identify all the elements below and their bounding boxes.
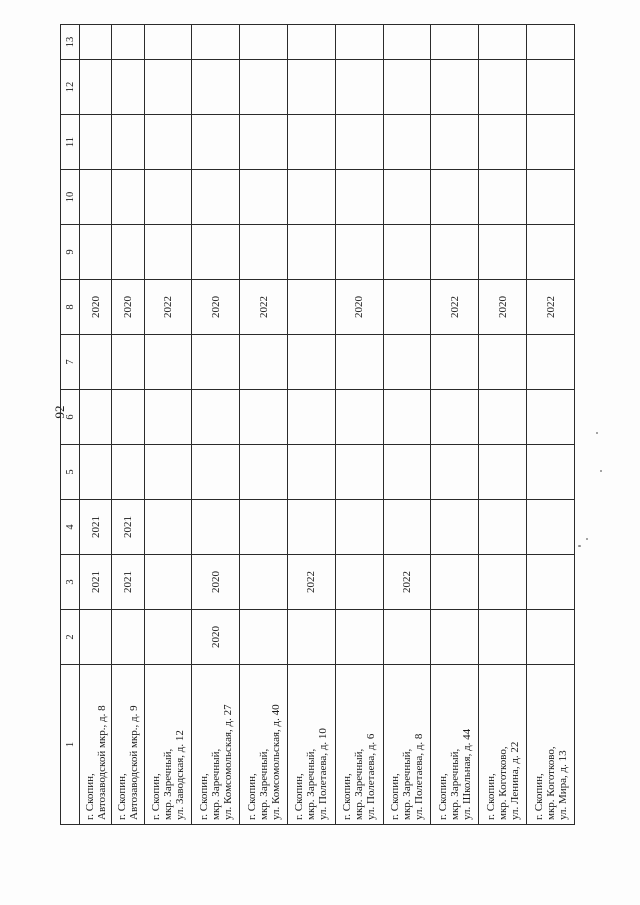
address-line: г. Скопин, xyxy=(245,773,258,820)
year-cell xyxy=(80,445,112,500)
year-cell xyxy=(383,445,431,500)
address-cell xyxy=(431,665,479,825)
year-cell xyxy=(335,390,383,445)
year-cell xyxy=(479,500,527,555)
year-cell xyxy=(431,500,479,555)
year-cell: 2020 xyxy=(335,280,383,335)
year-cell xyxy=(431,60,479,115)
year-cell xyxy=(383,390,431,445)
year-cell xyxy=(112,60,144,115)
year-cell xyxy=(80,610,112,665)
year-cell xyxy=(479,390,527,445)
year-cell xyxy=(288,25,336,60)
scan-speck xyxy=(600,470,602,472)
address-line: мкр. Коготково, xyxy=(544,746,557,820)
year-cell xyxy=(383,610,431,665)
address-line: ул. Полетаева, д. 8 xyxy=(413,733,426,820)
year-cell xyxy=(383,60,431,115)
year-cell: 2020 xyxy=(112,280,144,335)
year-cell xyxy=(383,115,431,170)
address-line: г. Скопин, xyxy=(115,773,128,820)
year-cell xyxy=(144,225,192,280)
year-cell xyxy=(527,170,575,225)
year-cell: 2020 xyxy=(192,280,240,335)
table-row xyxy=(192,25,240,825)
year-cell xyxy=(335,60,383,115)
year-cell xyxy=(527,610,575,665)
table-row xyxy=(383,25,431,825)
year-cell xyxy=(192,25,240,60)
column-header: 12 xyxy=(61,60,80,115)
year-cell xyxy=(144,555,192,610)
year-cell xyxy=(288,335,336,390)
address-line: ул. Полетаева, д. 6 xyxy=(365,733,378,820)
year-cell xyxy=(144,170,192,225)
year-cell xyxy=(479,335,527,390)
year-cell: 2020 xyxy=(192,555,240,610)
year-cell: 2021 xyxy=(80,500,112,555)
year-cell xyxy=(479,170,527,225)
year-cell xyxy=(527,25,575,60)
table-body xyxy=(80,25,575,825)
year-cell xyxy=(288,115,336,170)
year-cell xyxy=(335,500,383,555)
address-line: г. Скопин, xyxy=(532,773,545,820)
column-header: 3 xyxy=(61,555,80,610)
year-cell xyxy=(192,60,240,115)
address-cell xyxy=(144,665,192,825)
year-cell xyxy=(144,500,192,555)
year-cell xyxy=(288,610,336,665)
year-cell xyxy=(335,445,383,500)
column-header: 1 xyxy=(61,665,80,825)
address-cell xyxy=(112,665,144,825)
year-cell: 2021 xyxy=(80,555,112,610)
year-cell xyxy=(383,170,431,225)
address-line: г. Скопин, xyxy=(150,773,162,820)
year-cell xyxy=(527,225,575,280)
column-header: 11 xyxy=(61,115,80,170)
address-cell xyxy=(80,665,112,825)
year-cell xyxy=(240,445,288,500)
year-cell xyxy=(112,170,144,225)
address-line: мкр. Заречный, xyxy=(305,748,318,820)
year-cell xyxy=(240,225,288,280)
column-header: 9 xyxy=(61,225,80,280)
column-header: 4 xyxy=(61,500,80,555)
year-cell xyxy=(240,335,288,390)
address-cell xyxy=(479,665,527,825)
year-cell xyxy=(479,25,527,60)
year-cell xyxy=(288,500,336,555)
year-cell xyxy=(431,25,479,60)
year-cell xyxy=(383,25,431,60)
year-cell: 2022 xyxy=(527,280,575,335)
address-line: Автозаводской мкр., д. 8 xyxy=(95,705,108,820)
year-cell xyxy=(431,390,479,445)
year-cell xyxy=(80,170,112,225)
year-cell xyxy=(527,115,575,170)
year-cell xyxy=(240,115,288,170)
table-row xyxy=(479,25,527,825)
year-cell xyxy=(80,115,112,170)
year-cell: 2022 xyxy=(383,555,431,610)
document-table xyxy=(60,24,575,825)
year-cell xyxy=(240,610,288,665)
table-row xyxy=(112,25,144,825)
address-line: ул. Комсомольская, д. 40 xyxy=(269,704,282,820)
year-cell xyxy=(240,500,288,555)
year-cell xyxy=(431,610,479,665)
document-table-container xyxy=(60,25,575,825)
year-cell xyxy=(383,500,431,555)
year-cell xyxy=(192,500,240,555)
table-row xyxy=(431,25,479,825)
year-cell xyxy=(383,280,431,335)
year-cell xyxy=(144,610,192,665)
table-row xyxy=(144,25,192,825)
column-header: 8 xyxy=(61,280,80,335)
year-cell xyxy=(144,335,192,390)
year-cell xyxy=(240,25,288,60)
year-cell xyxy=(80,60,112,115)
year-cell xyxy=(527,335,575,390)
column-header: 7 xyxy=(61,335,80,390)
table-row xyxy=(240,25,288,825)
scan-speck xyxy=(596,432,598,434)
year-cell xyxy=(527,500,575,555)
address-cell xyxy=(192,665,240,825)
year-cell xyxy=(192,115,240,170)
scan-speck xyxy=(578,545,581,547)
year-cell xyxy=(144,390,192,445)
year-cell xyxy=(240,170,288,225)
address-line: мкр. Заречный, xyxy=(401,748,414,820)
address-line: ул. Полетаева, д. 10 xyxy=(317,728,330,820)
year-cell xyxy=(288,280,336,335)
year-cell xyxy=(240,390,288,445)
year-cell xyxy=(80,335,112,390)
table-row xyxy=(527,25,575,825)
address-cell xyxy=(527,665,575,825)
year-cell xyxy=(288,390,336,445)
year-cell xyxy=(479,555,527,610)
year-cell xyxy=(288,445,336,500)
table-row xyxy=(288,25,336,825)
year-cell: 2020 xyxy=(192,610,240,665)
year-cell xyxy=(335,25,383,60)
address-line: г. Скопин, xyxy=(484,773,497,820)
year-cell xyxy=(383,225,431,280)
year-cell xyxy=(431,555,479,610)
page-number: 92 xyxy=(52,405,67,419)
year-cell xyxy=(288,60,336,115)
year-cell xyxy=(479,60,527,115)
address-line: ул. Ленина, д. 22 xyxy=(508,741,521,820)
year-cell xyxy=(240,555,288,610)
year-cell xyxy=(192,445,240,500)
year-cell xyxy=(479,445,527,500)
address-line: Автозаводской мкр., д. 9 xyxy=(127,705,140,820)
column-header: 6 xyxy=(61,390,80,445)
year-cell xyxy=(431,115,479,170)
address-line: мкр. Заречный, xyxy=(209,748,222,820)
address-cell xyxy=(288,665,336,825)
address-line: мкр. Заречный, xyxy=(162,748,174,820)
year-cell: 2022 xyxy=(240,280,288,335)
year-cell: 2021 xyxy=(112,500,144,555)
scan-speck xyxy=(586,538,588,540)
year-cell xyxy=(112,115,144,170)
year-cell: 2022 xyxy=(431,280,479,335)
year-cell xyxy=(192,170,240,225)
address-line: г. Скопин, xyxy=(83,773,96,820)
address-line: г. Скопин, xyxy=(293,773,306,820)
column-header: 10 xyxy=(61,170,80,225)
year-cell xyxy=(335,335,383,390)
year-cell: 2022 xyxy=(144,280,192,335)
address-cell xyxy=(383,665,431,825)
year-cell xyxy=(383,335,431,390)
address-line: мкр. Заречный, xyxy=(448,748,461,820)
year-cell xyxy=(112,445,144,500)
address-line: г. Скопин, xyxy=(197,773,210,820)
column-header: 5 xyxy=(61,445,80,500)
year-cell xyxy=(192,225,240,280)
address-line: г. Скопин, xyxy=(389,773,402,820)
year-cell xyxy=(112,335,144,390)
year-cell xyxy=(80,25,112,60)
year-cell xyxy=(80,225,112,280)
year-cell xyxy=(335,610,383,665)
year-cell xyxy=(112,610,144,665)
year-cell: 2022 xyxy=(288,555,336,610)
year-cell xyxy=(527,555,575,610)
year-cell xyxy=(527,390,575,445)
address-cell xyxy=(335,665,383,825)
address-line: г. Скопин, xyxy=(436,773,449,820)
year-cell xyxy=(112,25,144,60)
year-cell xyxy=(80,390,112,445)
year-cell xyxy=(527,60,575,115)
table-row xyxy=(80,25,112,825)
address-line: мкр. Коготково, xyxy=(496,746,509,820)
address-cell xyxy=(240,665,288,825)
year-cell xyxy=(192,335,240,390)
year-cell xyxy=(192,390,240,445)
address-line: мкр. Заречный, xyxy=(257,748,270,820)
year-cell xyxy=(431,335,479,390)
year-cell xyxy=(144,60,192,115)
year-cell xyxy=(527,445,575,500)
year-cell xyxy=(479,610,527,665)
address-line: ул. Школьная, д. 44 xyxy=(460,728,473,820)
year-cell xyxy=(288,225,336,280)
year-cell xyxy=(479,225,527,280)
year-cell xyxy=(431,445,479,500)
address-line: мкр. Заречный, xyxy=(353,748,366,820)
year-cell xyxy=(335,555,383,610)
address-line: ул. Мира, д. 13 xyxy=(556,750,569,820)
year-cell: 2021 xyxy=(112,555,144,610)
table-row xyxy=(335,25,383,825)
year-cell xyxy=(335,170,383,225)
year-cell: 2020 xyxy=(479,280,527,335)
address-line: г. Скопин, xyxy=(341,773,354,820)
year-cell: 2020 xyxy=(80,280,112,335)
year-cell xyxy=(144,115,192,170)
year-cell xyxy=(288,170,336,225)
column-header: 2 xyxy=(61,610,80,665)
year-cell xyxy=(240,60,288,115)
address-line: ул. Комсомольская, д. 27 xyxy=(221,704,234,820)
year-cell xyxy=(431,170,479,225)
address-line: ул. Заводская, д. 12 xyxy=(174,730,186,820)
year-cell xyxy=(335,115,383,170)
year-cell xyxy=(112,225,144,280)
column-header: 13 xyxy=(61,25,80,60)
year-cell xyxy=(112,390,144,445)
year-cell xyxy=(479,115,527,170)
year-cell xyxy=(431,225,479,280)
year-cell xyxy=(144,25,192,60)
header-row xyxy=(61,25,80,825)
year-cell xyxy=(335,225,383,280)
year-cell xyxy=(144,445,192,500)
